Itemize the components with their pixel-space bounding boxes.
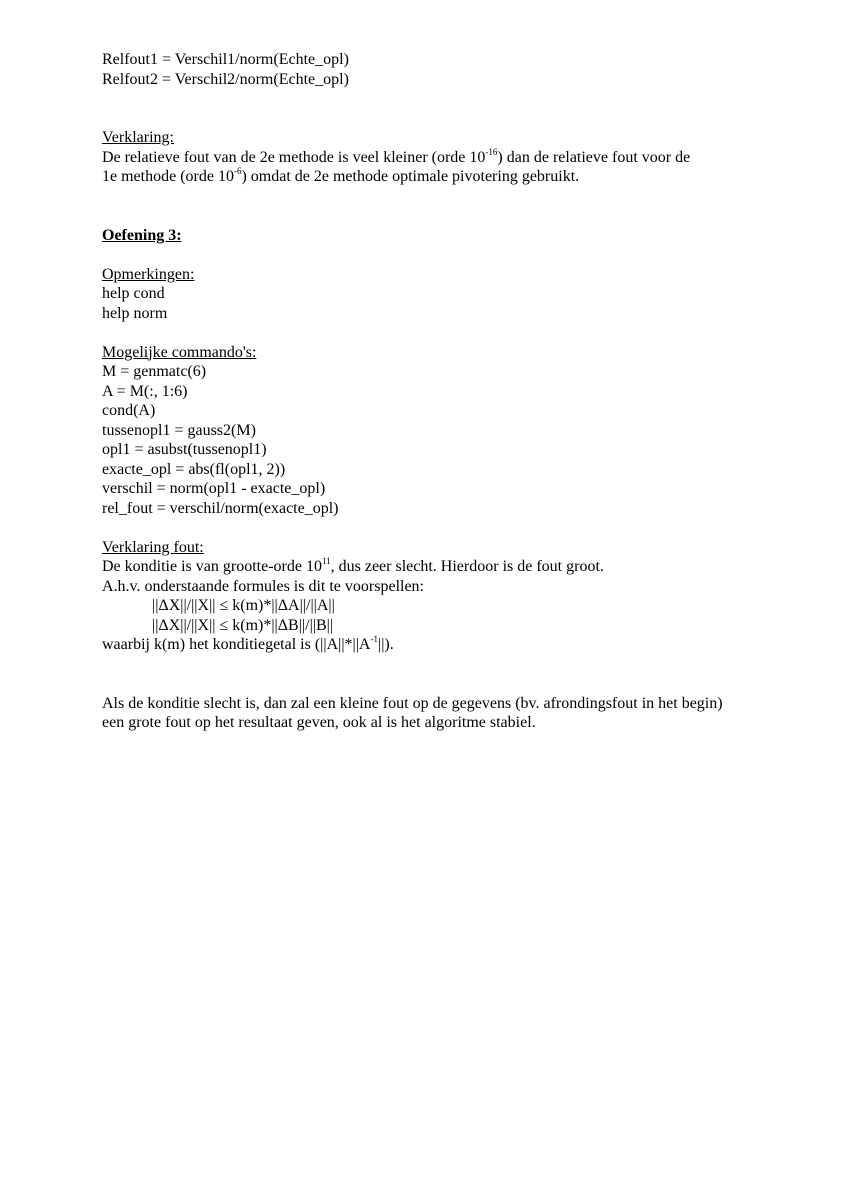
verklaring-fout-line-1: De konditie is van grootte-orde $10^{11}$, dus zeer slecht. Hierdoor is de fout groot. [102,556,604,575]
verklaring-fout-heading: Verklaring fout: [102,538,204,556]
document-page [102,50,752,733]
opmerking-item: help norm [102,304,168,322]
command-line: opl1 = asubst(tussenopl1) [102,441,267,458]
verklaring-line-1: De relatieve fout van de 2e methode is veel kleiner (orde $10^{-16}$) dan de relatieve fout voor de [102,146,691,166]
command-line: rel_fout = verschil/norm(exacte_opl) [102,499,339,517]
commandos-heading: Mogelijke commando's: [102,343,257,361]
verklaring-fout-line-2: A.h.v. onderstaande formules is dit te voorspellen: [102,577,424,595]
formula-2: ||ΔX||/||X|| ≤ k(m)*||ΔB||/||B|| [152,616,334,634]
command-line: tussenopl1 = gauss2(M) [102,421,256,439]
command-line: verschil = norm(opl1 - exacte_opl) [102,480,326,497]
conclusion-paragraph: Als de konditie slecht is, dan zal een kleine fout op de gegevens (bv. afrondingsfout in het begin) een grote fout op het resultaat geven, ook al is het algoritme stabiel. [102,694,723,731]
command-line: cond(A) [102,402,156,419]
oefening-heading: Oefening 3: [102,226,182,244]
command-line: exacte_opl = abs(fl(opl1, 2)) [102,460,286,478]
verklaring-line-2: 1e methode (orde $10^{-6}$) omdat de 2e methode optimale pivotering gebruikt. [102,166,580,185]
formula-1: ||ΔX||/||X|| ≤ k(m)*||ΔA||/||A|| [152,597,335,614]
code-line-relfout1: Relfout1 = Verschil1/norm(Echte_opl) [102,51,349,68]
opmerkingen-heading: Opmerkingen: [102,265,195,283]
command-line: A = M(:, 1:6) [102,382,188,400]
command-line: M = genmatc(6) [102,363,207,380]
verklaring-fout-line-3: waarbij k(m) het konditiegetal is $(||A||*||A^{-1}||)$. [102,634,394,653]
opmerking-item: help cond [102,285,165,302]
code-line-relfout2: Relfout2 = Verschil2/norm(Echte_opl) [102,70,349,88]
verklaring-heading: Verklaring: [102,129,174,146]
